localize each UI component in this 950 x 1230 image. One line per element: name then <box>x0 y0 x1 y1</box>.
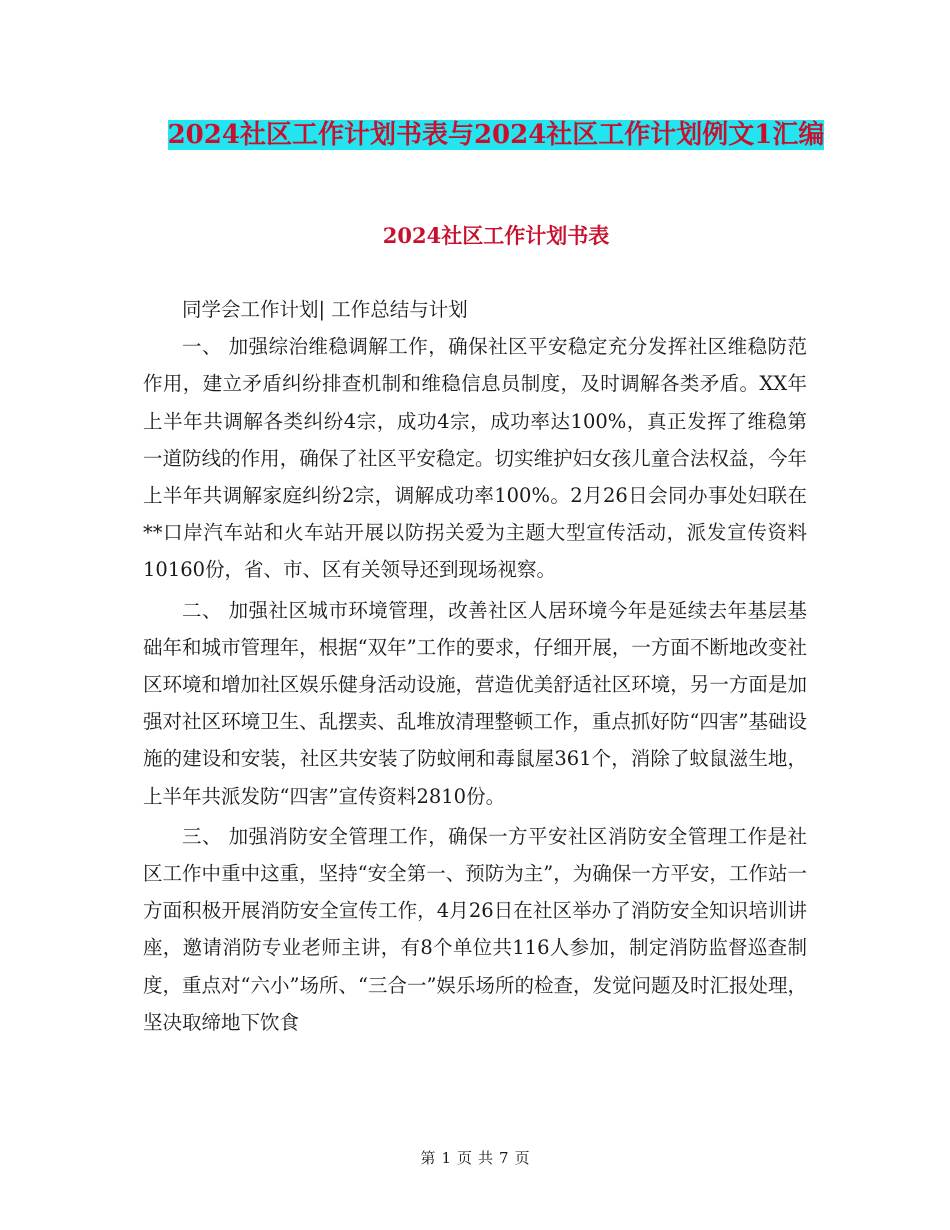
paragraph-1: 一、 加强综治维稳调解工作，确保社区平安稳定充分发挥社区维稳防范作用，建立矛盾纠纷排查机制和维稳信息员制度，及时调解各类矛盾。XX年上半年共调解各类纠纷4宗，成功4宗，成功率达100%，真正发挥了维稳第一道防线的作用，确保了社区平安稳定。切实维护妇女孩儿童合法权益，今年上半年共调解家庭纠纷2宗，调解成功率100%。2月26日会同办事处妇联在**口岸汽车站和火车站开展以防拐关爱为主题大型宣传活动，派发宣传资料10160份，省、市、区有关领导还到现场视察。 <box>143 335 807 582</box>
document-title <box>140 112 852 158</box>
document-title-text: 2024社区工作计划书表与2024社区工作计划例文1汇编 <box>167 120 825 150</box>
footer-page-number: 1 <box>441 1149 451 1167</box>
footer-total-pages: 7 <box>499 1149 509 1167</box>
footer-total-prefix: 共 <box>478 1149 494 1167</box>
footer-total-suffix: 页 <box>514 1149 530 1167</box>
paragraph-2: 二、 加强社区城市环境管理，改善社区人居环境今年是延续去年基层基础年和城市管理年，根据“双年”工作的要求，仔细开展，一方面不断地改变社区环境和增加社区娱乐健身活动设施，营造优美舒适社区环境，另一方面是加强对社区环境卫生、乱摆卖、乱堆放清理整顿工作，重点抓好防“四害”基础设施的建设和安装，社区共安装了防蚊闸和毒鼠屋361个，消除了蚊鼠滋生地，上半年共派发防“四害”宣传资料2810份。 <box>143 598 807 808</box>
page-footer <box>0 1147 950 1168</box>
paragraph-3: 三、 加强消防安全管理工作，确保一方平安社区消防安全管理工作是社区工作中重中这重，坚持“安全第一、预防为主”，为确保一方平安，工作站一方面积极开展消防安全宣传工作，4月26日在社区举办了消防安全知识培训讲座，邀请消防专业老师主讲，有8个单位共116人参加，制定消防监督巡查制度，重点对“六小”场所、“三合一”娱乐场所的检查，发觉问题及时汇报处理，坚决取缔地下饮食 <box>143 824 807 1034</box>
footer-page-prefix: 第 <box>420 1149 436 1167</box>
section-title: 2024社区工作计划书表 <box>382 223 610 248</box>
document-body <box>143 291 807 1041</box>
intro-line: 同学会工作计划| 工作总结与计划 <box>182 298 468 321</box>
footer-page-mid: 页 <box>456 1149 472 1167</box>
